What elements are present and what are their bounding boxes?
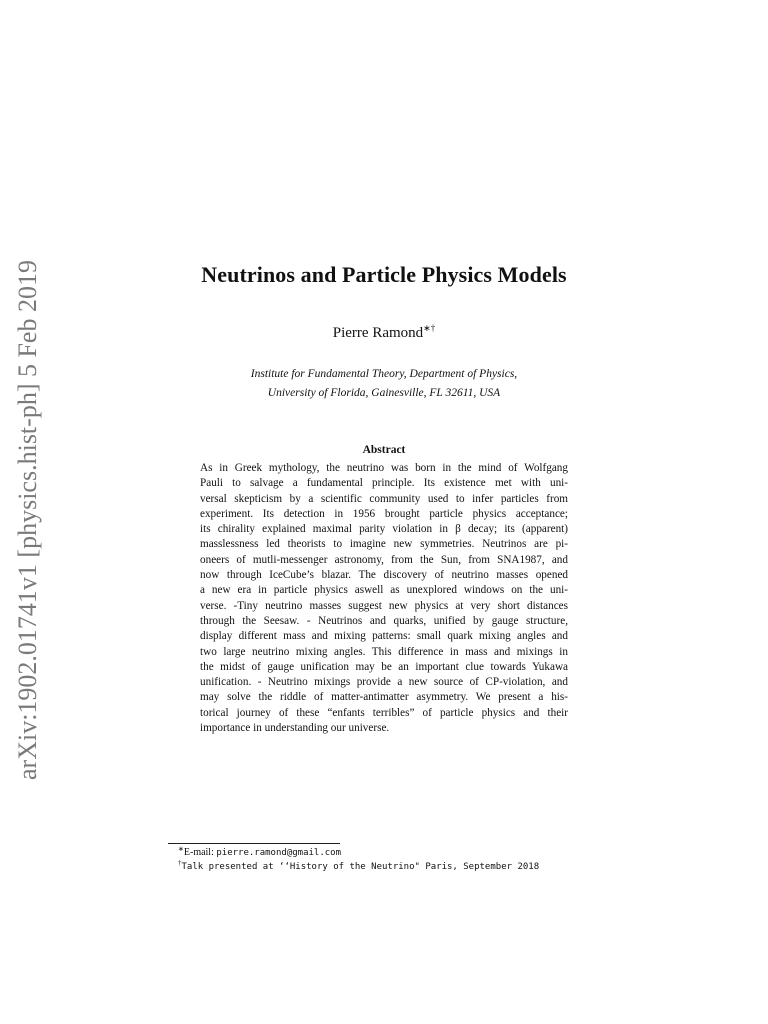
footnote-divider — [168, 843, 340, 844]
abstract-line: torical journey of these “enfants terribles” of particle physics and their — [200, 706, 568, 719]
abstract-line: masslessness led theorists to imagine new symmetries. Neutrinos are pi- — [200, 538, 568, 551]
abstract-line: display different mass and mixing patterns: small quark mixing angles and — [200, 630, 568, 643]
abstract-heading: Abstract — [362, 444, 406, 456]
abstract-line: As in Greek mythology, the neutrino was born in the mind of Wolfgang — [200, 462, 568, 474]
affiliation-line-2: University of Florida, Gainesville, FL 32611, USA — [267, 387, 501, 399]
footnotes — [178, 846, 539, 874]
abstract-line: importance in understanding our universe. — [200, 722, 390, 735]
abstract-line: a new era in particle physics aswell as unexplored windows on the uni- — [200, 584, 568, 597]
arxiv-identifier-stamp: arXiv:1902.01741v1 [physics.hist-ph] 5 Feb 2019 — [13, 260, 42, 780]
abstract-line: may solve the riddle of matter-antimatter asymmetry. We present a his- — [200, 691, 568, 704]
footnote-mark: ∗ — [178, 845, 184, 853]
email-address: pierre.ramond@gmail.com — [216, 848, 341, 858]
abstract-line: now through IceCube’s blazar. The discovery of neutrino masses opened — [200, 569, 568, 582]
footnote-email — [178, 846, 539, 860]
abstract-line: its chirality explained maximal parity violation in β decay; its (apparent) — [200, 523, 568, 536]
affiliation — [0, 365, 768, 403]
footnote-label: E-mail: — [183, 847, 217, 858]
abstract-line: the midst of gauge unification may be an important clue towards Yukawa — [200, 660, 568, 673]
abstract-body — [200, 461, 568, 736]
author-name: Pierre Ramond — [332, 325, 424, 341]
abstract-line: unification. - Neutrino mixings provide a new source of CP-violation, and — [200, 676, 568, 689]
affiliation-line-1: Institute for Fundamental Theory, Department of Physics, — [250, 368, 518, 380]
footnote-mark: † — [178, 859, 182, 867]
abstract-line: two large neutrino mixing angles. This difference in mass and mixings in — [200, 645, 568, 658]
abstract-line: experiment. Its detection in 1956 brought particle physics acceptance; — [200, 507, 568, 520]
abstract-line: oneers of mutli-messenger astronomy, from the Sun, from SNA1987, and — [200, 553, 568, 566]
abstract-line: versal skepticism by a scientific community used to infer particles from — [200, 492, 568, 505]
abstract-line: verse. -Tiny neutrino masses suggest new physics at very short distances — [200, 599, 568, 612]
footnote-text: Talk presented at ‘‘History of the Neutrino" Paris, September 2018 — [181, 862, 540, 872]
abstract-line: Pauli to salvage a fundamental principle. Its existence met with uni- — [200, 477, 568, 490]
paper-title: Neutrinos and Particle Physics Models — [201, 262, 567, 287]
footnote-talk — [178, 860, 539, 874]
abstract-line: through the Seesaw. - Neutrinos and quarks, unified by gauge structure, — [200, 614, 568, 627]
author-line — [0, 325, 768, 342]
author-footnote-marks: ∗† — [423, 323, 436, 333]
